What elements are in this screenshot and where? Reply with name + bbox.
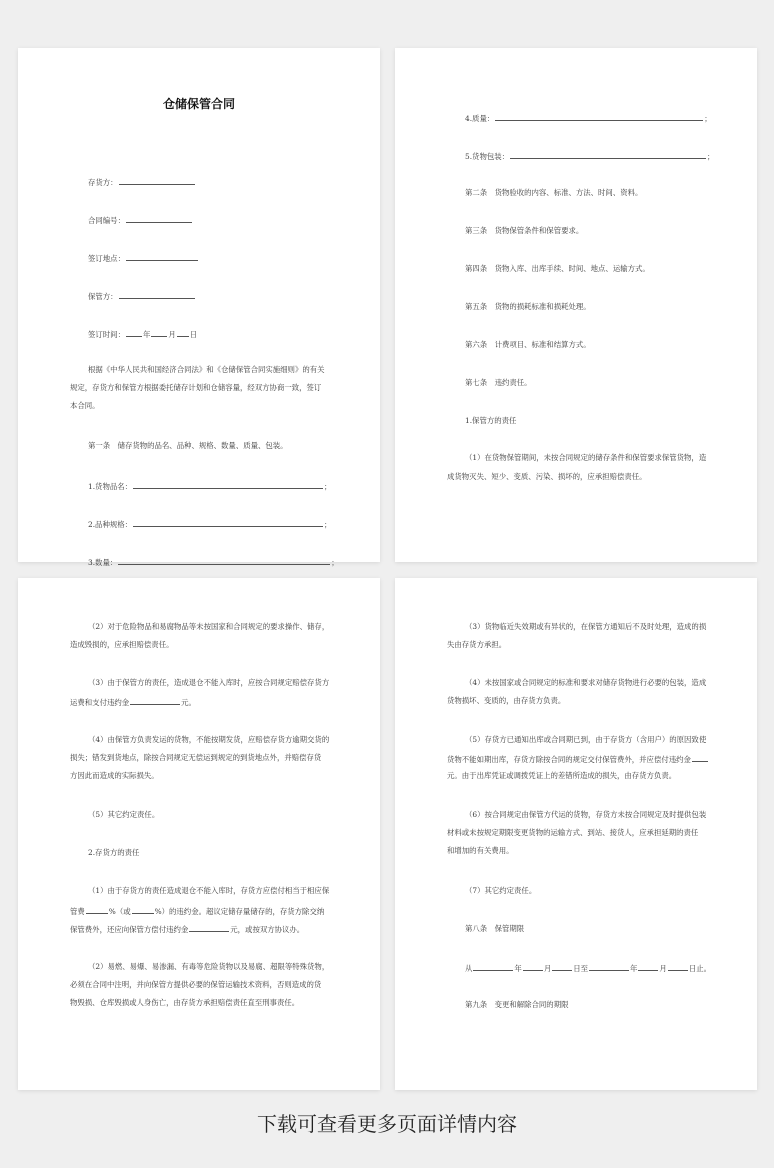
depositor-para-2-line-2: 必须在合同中注明，并向保管方提供必要的保管运输技术资料，否则造成的货 bbox=[70, 980, 322, 989]
custodian-blank bbox=[119, 290, 195, 299]
article-9: 第九条 变更和解除合同的期限 bbox=[465, 1000, 569, 1009]
intro-line-2: 规定，存货方和保管方根据委托储存计划和仓储容量，经双方协商一致，签订 bbox=[70, 383, 322, 392]
article-8: 第八条 保管期限 bbox=[465, 924, 525, 933]
para-4-line-1: （4）未按国家或合同规定的标准和要求对储存货物进行必要的包装，造成 bbox=[465, 678, 707, 687]
intro-line-3: 本合同。 bbox=[70, 401, 100, 410]
article-6: 第六条 计费项目、标准和结算方式。 bbox=[465, 340, 591, 349]
document-page-2 bbox=[395, 48, 757, 562]
depositor-para-1-line-1: （1）由于存货方的责任造成退仓不能入库时，存货方应偿付相当于相应保 bbox=[88, 886, 330, 895]
para-4-line-2: 货物损坏、变质的，由存货方负责。 bbox=[447, 696, 566, 705]
para-6-line-1: （6）按合同规定由保管方代运的货物，存货方未按合同规定及时提供包装 bbox=[465, 810, 707, 819]
item-goods-name: 1.货物品名： ； bbox=[88, 482, 332, 491]
depositor-para-2-line-3: 物毁损、仓库毁损或人身伤亡，由存货方承担赔偿责任直至刑事责任。 bbox=[70, 998, 300, 1007]
sign-place-blank bbox=[126, 252, 198, 261]
depositor-para-2-line-1: （2）易燃、易爆、易渗漏、有毒等危险货物以及易腐、超限等特殊货物， bbox=[88, 962, 330, 971]
depositor-line: 存货方： bbox=[88, 176, 196, 188]
document-page-1 bbox=[18, 48, 380, 567]
custodian-responsibility: 1.保管方的责任 bbox=[465, 416, 517, 425]
para-4-line-3: 方因此而造成的实际损失。 bbox=[70, 771, 159, 780]
contract-title: 仓储保管合同 bbox=[162, 97, 235, 111]
article-5: 第五条 货物的损耗标准和损耗处理。 bbox=[465, 302, 591, 311]
depositor-para-1-line-2: 管费 %（或 %）的违约金。超议定储存量储存的，存货方除交纳 bbox=[70, 907, 325, 916]
download-more-caption: 下载可查看更多页面详情内容 bbox=[257, 1112, 517, 1136]
item-package: 5.货物包装： ； bbox=[465, 152, 715, 161]
article-4: 第四条 货物入库、出库手续、时间、地点、运输方式。 bbox=[465, 264, 650, 273]
item-quality: 4.质量： ； bbox=[465, 114, 712, 123]
depositor-blank bbox=[119, 176, 195, 185]
article-7: 第七条 违约责任。 bbox=[465, 378, 532, 387]
depositor-responsibility: 2.存货方的责任 bbox=[88, 848, 140, 857]
custodian-para-1-line-2: 成货物灭失、短少、变质、污染、损坏的，应承担赔偿责任。 bbox=[447, 472, 647, 481]
para-4-line-2: 损失；错发到货地点，除按合同规定无偿运到规定的到货地点外，并赔偿存货 bbox=[70, 753, 322, 762]
para-7: （7）其它约定责任。 bbox=[465, 886, 537, 895]
para-4-line-1: （4）由保管方负责发运的货物，不能按期发货，应赔偿存货方逾期交货的 bbox=[88, 735, 330, 744]
para-2-line-2: 造成毁损的，应承担赔偿责任。 bbox=[70, 640, 174, 649]
para-5-line-2: 货物不能如期出库，存货方除按合同的规定交付保管费外，并应偿付违约金 bbox=[447, 753, 709, 765]
article-2: 第二条 货物验收的内容、标准、方法、时间、资料。 bbox=[465, 188, 643, 197]
sign-place-line: 签订地点： bbox=[88, 252, 199, 264]
para-6-line-3: 和增加的有关费用。 bbox=[447, 846, 514, 855]
para-5-line-1: （5）存货方已通知出库或合同期已到，由于存货方（含用户）的原因致使 bbox=[465, 735, 707, 744]
para-5-line-3: 元。由于出库凭证或调拨凭证上的差错所造成的损失，由存货方负责。 bbox=[447, 771, 677, 780]
para-2-line-1: （2）对于危险物品和易腐物品等未按国家和合同规定的要求操作、储存， bbox=[88, 622, 330, 631]
sign-time-line: 签订时间： 年 月 日 bbox=[88, 330, 198, 339]
contract-no-line: 合同编号： bbox=[88, 214, 193, 226]
para-3-line-2: 运费和支付违约金 元。 bbox=[70, 698, 196, 707]
contract-no-blank bbox=[126, 214, 192, 223]
custodian-para-1-line-1: （1）在货物保管期间，未按合同规定的储存条件和保管要求保管货物，造 bbox=[465, 453, 707, 462]
document-page-4 bbox=[395, 578, 757, 1090]
para-3-line-1: （3）货物临近失效期或有异状的，在保管方通知后不及时处理，造成的损 bbox=[465, 622, 707, 631]
para-3-line-2: 失由存货方承担。 bbox=[447, 640, 507, 649]
custodian-line: 保管方： bbox=[88, 290, 196, 302]
document-page-3 bbox=[18, 578, 380, 1090]
intro-line-1: 根据《中华人民共和国经济合同法》和《仓储保管合同实施细则》的有关 bbox=[88, 365, 325, 374]
depositor-para-1-line-3: 保管费外，还应向保管方偿付违约金 元，或按双方协议办。 bbox=[70, 925, 305, 934]
para-5: （5）其它约定责任。 bbox=[88, 810, 160, 819]
item-spec: 2.品种规格： ； bbox=[88, 520, 332, 529]
storage-period-line: 从 年 月 日至 年 月 日止。 bbox=[465, 964, 712, 973]
para-6-line-2: 材料或未按规定期限变更货物的运输方式、到站、接货人，应承担延期的责任 bbox=[447, 828, 699, 837]
para-3-line-1: （3）由于保管方的责任，造成退仓不能入库时，应按合同规定赔偿存货方 bbox=[88, 678, 330, 687]
article-3: 第三条 货物保管条件和保管要求。 bbox=[465, 226, 584, 235]
article-1: 第一条 储存货物的品名、品种、规格、数量、质量、包装。 bbox=[88, 441, 288, 450]
item-quantity: 3.数量： ； bbox=[88, 558, 339, 567]
